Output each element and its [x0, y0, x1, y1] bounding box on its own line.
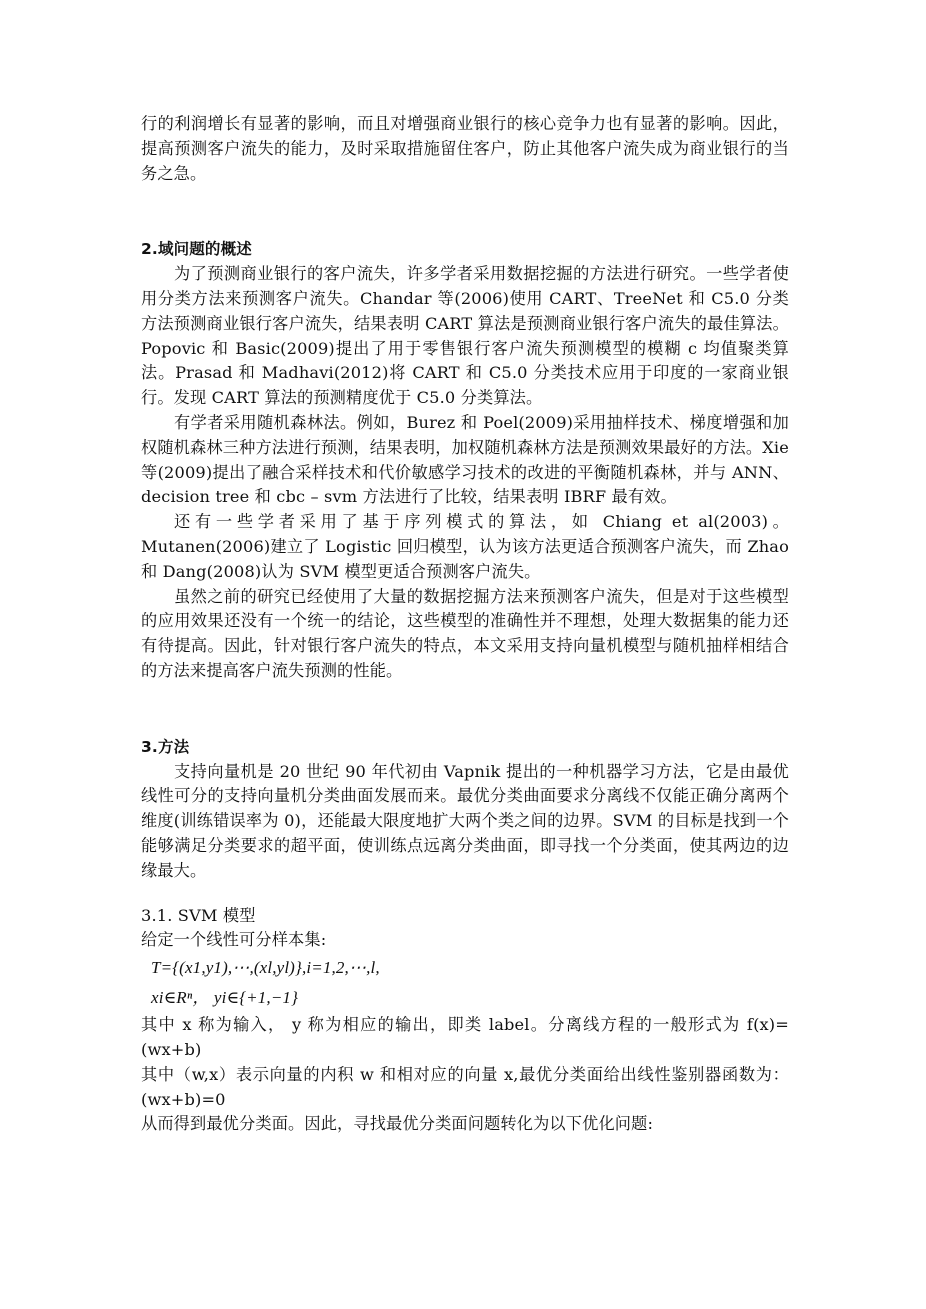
domain-formula: xi∈Rⁿ， yi∈{+1,−1} — [151, 988, 299, 1008]
intro-paragraph: 行的利润增长有显著的影响，而且对增强商业银行的核心竞争力也有显著的影响。因此，提高预测客户流失的能力，及时采取措施留住客户，防止其他客户流失成为商业银行的当务之急。 — [141, 114, 789, 183]
document-page — [141, 112, 789, 1137]
section-3-paragraph: 支持向量机是 20 世纪 90 年代初由 Vapnik 提出的一种机器学习方法，它是由最优线性可分的支持向量机分类曲面发展而来。最优分类曲面要求分离线不仅能正确分离两个维度(训练错误率为 0)，还能最大限度地扩大两个类之间的边界。SVM 的目标是找到一个能够满足分类要求的超平面，使训练点远离分类曲面，即寻找一个分类面，使其两边的边缘最大。 — [141, 761, 789, 880]
section-2-paragraph-4: 虽然之前的研究已经使用了大量的数据挖掘方法来预测客户流失，但是对于这些模型的应用效果还没有一个统一的结论，这些模型的准确性并不理想，处理大数据集的能力还有待提高。因此，针对银行客户流失的特点，本文采用支持向量机模型与随机抽样相结合的方法来提高客户流失预测的性能。 — [141, 586, 789, 680]
sample-set-formula: T={(x1,y1),⋯,(xl,yl)},i=1,2,⋯,l, — [151, 958, 380, 978]
subsection-3-1-heading: 3.1. SVM 模型 — [141, 905, 256, 925]
sample-set-intro: 给定一个线性可分样本集: — [141, 930, 327, 950]
separating-line-text: 其中 x 称为输入， y 称为相应的输出，即类 label。分离线方程的一般形式为 f(x)=(wx+b) — [141, 1015, 789, 1059]
section-2-heading: 2.域问题的概述 — [141, 240, 252, 259]
section-2-paragraph-1: 为了预测商业银行的客户流失，许多学者采用数据挖掘的方法进行研究。一些学者使用分类方法来预测客户流失。Chandar 等(2006)使用 CART、TreeNet 和 C5.0 分类方法预测商业银行客户流失，结果表明 CART 算法是预测商业银行客户流失的最佳算法。Popovic 和 Basic(2009)提出了用于零售银行客户流失预测模型的模糊 c 均值聚类算法。Prasad 和 Madhavi(2012)将 CART 和 C5.0 分类技术应用于印度的一家商业银行。发现 CART 算法的预测精度优于 C5.0 分类算法。 — [141, 264, 789, 408]
optimization-intro-text: 从而得到最优分类面。因此，寻找最优分类面问题转化为以下优化问题: — [141, 1114, 654, 1134]
section-2-paragraph-3: 还有一些学者采用了基于序列模式的算法，如 Chiang et al(2003)。Mutanen(2006)建立了 Logistic 回归模型，认为该方法更适合预测客户流失，而 Zhao 和 Dang(2008)认为 SVM 模型更适合预测客户流失。 — [141, 512, 789, 581]
section-2-paragraph-2: 有学者采用随机森林法。例如，Burez 和 Poel(2009)采用抽样技术、梯度增强和加权随机森林三种方法进行预测，结果表明，加权随机森林方法是预测效果最好的方法。Xie 等(2009)提出了融合采样技术和代价敏感学习技术的改进的平衡随机森林，并与 ANN、decision tree 和 cbc – svm 方法进行了比较，结果表明 IBRF 最有效。 — [141, 412, 789, 507]
section-3-heading: 3.方法 — [141, 737, 190, 756]
inner-product-text: 其中（w,x）表示向量的内积 w 和相对应的向量 x,最优分类面给出线性鉴别器函数为：(wx+b)=0 — [141, 1064, 789, 1109]
